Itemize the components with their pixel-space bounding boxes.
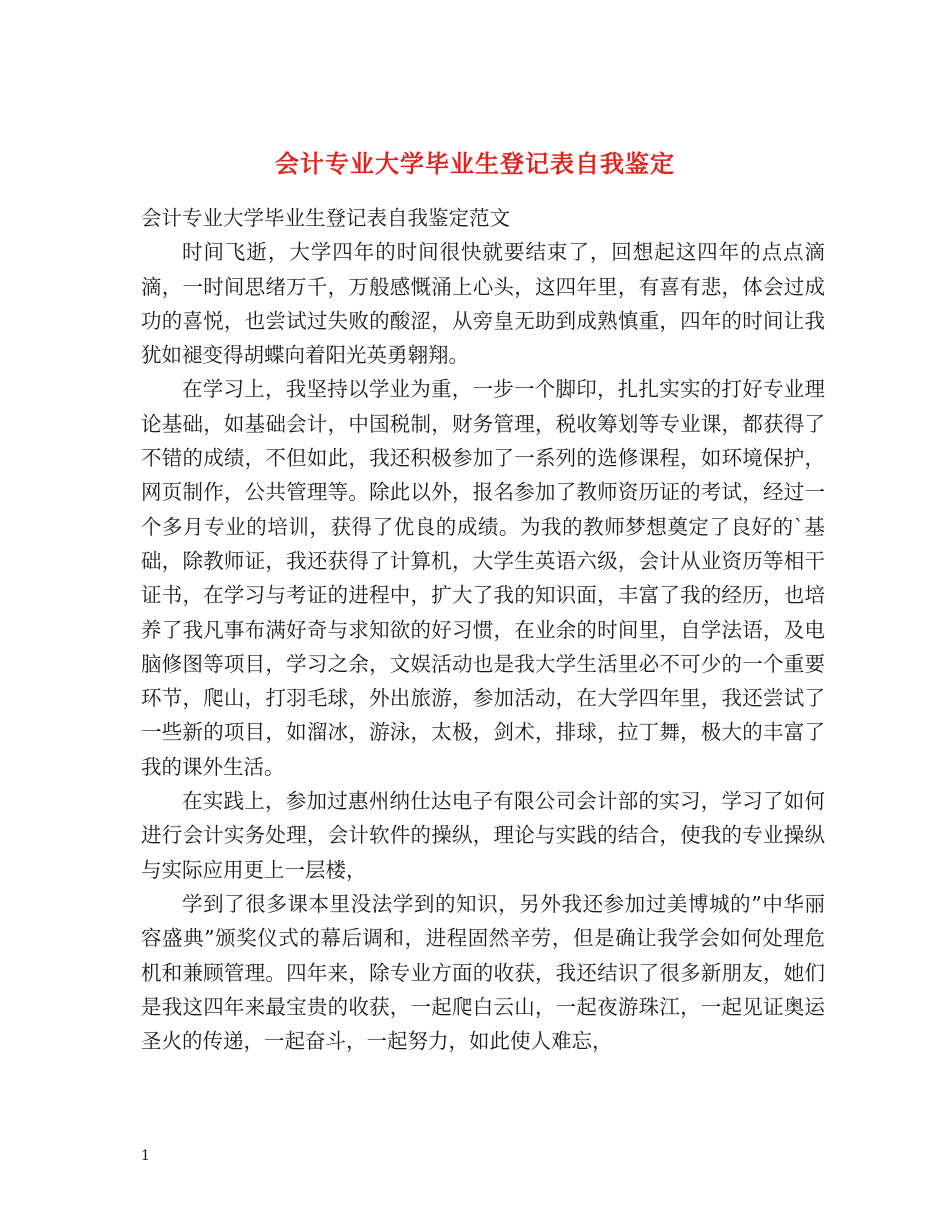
page-number: 1 [141, 1148, 150, 1164]
paragraph-study: 在学习上，我坚持以学业为重，一步一个脚印，扎扎实实的打好专业理论基础，如基础会计，中国税制，财务管理，税收筹划等专业课，都获得了不错的成绩，不但如此，我还积极参加了一系列的选修课程，如环境保护，网页制作，公共管理等。除此以外，报名参加了教师资历证的考试，经过一个多月专业的培训，获得了优良的成绩。为我的教师梦想奠定了良好的`基础，除教师证，我还获得了计算机，大学生英语六级，会计从业资历等相干证书，在学习与考证的进程中，扩大了我的知识面，丰富了我的经历，也培养了我凡事布满好奇与求知欲的好习惯，在业余的时间里，自学法语，及电脑修图等项目，学习之余，文娱活动也是我大学生活里必不可少的一个重要环节，爬山，打羽毛球，外出旅游，参加活动，在大学四年里，我还尝试了一些新的项目，如溜冰，游泳，太极，剑术，排球，拉丁舞，极大的丰富了我的课外生活。 [141, 377, 825, 779]
paragraph-practice: 在实践上，参加过惠州纳仕达电子有限公司会计部的实习，学习了如何进行会计实务处理，会计软件的操纵，理论与实践的结合，使我的专业操纵与实际应用更上一层楼， [141, 789, 825, 882]
paragraph-intro: 时间飞逝，大学四年的时间很快就要结束了，回想起这四年的点点滴滴，一时间思绪万千，万般感慨涌上心头，这四年里，有喜有悲，体会过成功的喜悦，也尝试过失败的酸涩，从旁皇无助到成熟慎重，四年的时间让我犹如褪变得胡蝶向着阳光英勇翱翔。 [141, 240, 825, 368]
paragraph-gains: 学到了很多课本里没法学到的知识，另外我还参加过美博城的”中华丽容盛典”颁奖仪式的幕后调和，进程固然辛劳，但是确让我学会如何处理危机和兼顾管理。四年来，除专业方面的收获，我还结识了很多新朋友，她们是我这四年来最宝贵的收获，一起爬白云山，一起夜游珠江，一起见证奥运圣火的传递，一起奋斗，一起努力，如此使人难忘， [141, 891, 825, 1054]
document-title: 会计专业大学毕业生登记表自我鉴定 [275, 149, 675, 179]
document-body [141, 201, 825, 1058]
document-subtitle: 会计专业大学毕业生登记表自我鉴定范文 [141, 206, 510, 230]
